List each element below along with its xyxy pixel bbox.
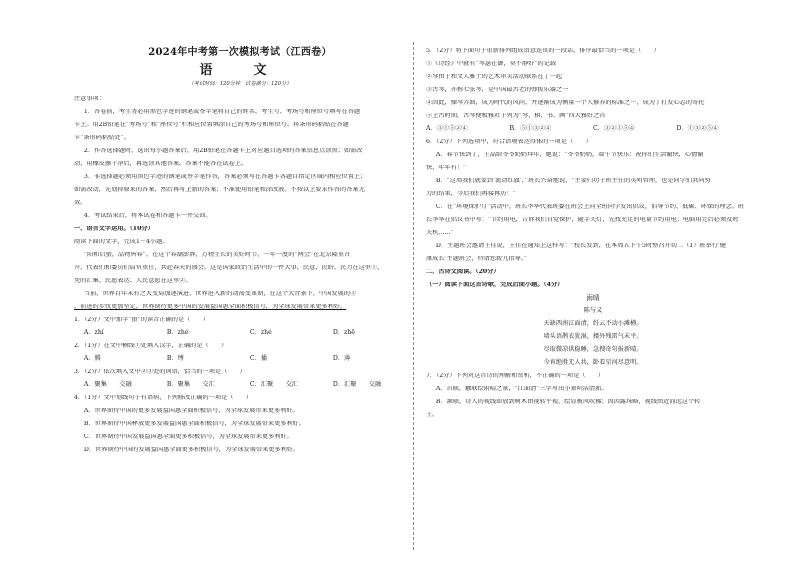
option-d[interactable]: D．zhē [332, 329, 355, 337]
option-b[interactable]: B．缚 [166, 355, 184, 363]
question-6-option-c-cont: 长李华在倡议书中写：“节约用电，告诉我们自觉保护，随手关灯，先找充足的电量节约用电；电脑用完后必须及时 [426, 217, 739, 223]
section-intro: 阅读下面的文字，完成1－4小题。 [74, 239, 169, 246]
question-6-option-d-cont: 康成长’主题班会，特请您拨冗指导。” [426, 256, 528, 262]
question-6-option-a[interactable]: A．春节快到了，王晶给爷爷奶奶拜年，她说：“爷爷奶奶，端午节快乐！祝你们生活愉快，心情愉 [435, 152, 704, 158]
poem-line: 尽取微凉供稳睡，急搜奇句报新晴。 [543, 346, 643, 354]
question-7-stem: 7．（2分）下列对这首诗的理解和赏析，不正确的一项是（ ） [426, 373, 605, 380]
option-d[interactable]: D．①③②⑤④ [676, 125, 719, 132]
passage-line: 凭的汇集、民愿表达、人民意愿在这里②。 [74, 278, 192, 285]
option-a[interactable]: A．腾 [83, 355, 101, 363]
question-6-option-c-cont: 关机……” [426, 230, 454, 236]
exam-meta: （考试时间：120分钟 试卷满分：120分） [188, 81, 292, 87]
left-column [74, 48, 406, 460]
question-1-stem: 1．（2分）文中加字“蛰”的读音正确的是（ ） [74, 317, 209, 324]
passage-line: 当前，世界百年未有之大变局加速演进，世界进入新的动荡变革期，在这个大背景下，中国发展的③ [83, 291, 357, 298]
question-7-option-a[interactable]: A．首联，触联绘雨晴之景，“江面清”三字写出小景明洁清新。 [435, 386, 608, 393]
section-heading: 一、语言文字运用。（10分） [74, 226, 154, 233]
notice-line: 2．作答选择题时，选出每小题答案后，用2B铅笔在答题卡上对应题目选项的答案信息点涂黑；如需改 [83, 148, 363, 155]
option-d[interactable]: D．薄 [332, 355, 351, 363]
question-3-options [74, 382, 406, 388]
question-5-sentence: ②琴由于和文人雅士的艺术审美活动联系在了一起 [426, 74, 563, 80]
question-5-sentence: ①《诗经》中就有“琴瑟在御，莫不静好”的记载 [426, 61, 557, 67]
question-5-options [426, 126, 760, 132]
question-6-option-c[interactable]: C．在“环境保护月”活动中，班长李华代表班委在班会上向全班同学发出倡议，倡导节约、低碳、环保的理念。班 [435, 204, 744, 210]
question-6-stem: 6．（2分）下列选项中，符合语境表达得体的一项是（ ） [426, 139, 592, 145]
option-c[interactable]: C．③②①⑤④ [593, 125, 635, 132]
poem-line: 天缺西南江面清，纤云不动小滩横。 [543, 320, 643, 328]
option-b[interactable]: B．⑤①③②④ [509, 125, 552, 132]
question-1-options [74, 330, 406, 336]
poem-line: 今宵绝胜无人共，卧看星河尽意明。 [543, 359, 643, 367]
subject-title: 语 文 [199, 63, 281, 78]
notice-heading: 注意事项： [74, 96, 105, 103]
notice-line: 动，用橡皮擦干净后，再选涂其他答案。答案不能答在试卷上。 [74, 161, 248, 168]
question-6-option-b[interactable]: B．“这周我们就要到‘流动红旗’，”班长兴奋地说，“主要归功于班主任的英明管理，也是同学们共同努 [435, 178, 711, 184]
question-4-option-b[interactable]: B．世界期待中国释放更多发展益国惠全面积极信号，为全球发展带来更多利好。 [83, 421, 306, 428]
option-a[interactable]: A．聚集 交融 [83, 381, 132, 389]
notice-line: 如需改动，先划掉原来的答案，然后再写上新的答案；不准使用铅笔和涂改液。不按以上要求作答的答案无 [74, 187, 365, 194]
question-5-sentence: ④因此，操琴弄曲，成为时代的风尚，并逐渐成为衡量一个人修养的标准之一，成为了打发心志的寄托 [426, 100, 705, 106]
option-b[interactable]: B．zhé [166, 329, 189, 337]
question-2-options [74, 356, 406, 362]
option-c[interactable]: C．播 [249, 355, 268, 363]
question-6-option-b-cont: 力的结果，今后我们再接再厉！” [426, 191, 516, 197]
question-5-sentence: ⑤上古时期，古琴便极雅君子列为“琴、棋、书、画”四大雅好之首 [426, 113, 606, 119]
option-a[interactable]: A．③①⑤②④ [426, 125, 468, 132]
poem-author: 陈与义 [583, 307, 603, 315]
passage-line: “阳和启蛰，品物皆春”。在这个春潮澎湃，万物生长的美好时节，一年一度的“两会”在北京隆重召 [83, 252, 351, 259]
notice-line: 效。 [74, 200, 87, 207]
notice-line: 3．非选择题必须用黑色字迹的钢笔或签字笔作答，答案必须写在答题卡各题目指定区域内相应位置上； [83, 174, 367, 181]
question-5-sentence: ③古琴，亦称七弦琴，是中国最古老的弹拨乐器之一 [426, 87, 569, 93]
subsection-heading: （一）阅读下面这首诗歌，完成后面小题。（4分） [426, 282, 564, 288]
option-b[interactable]: B．聚集 交汇 [166, 381, 215, 389]
question-7-option-b[interactable]: B．颔联，诗人的视线即放到树木由视转平视，绘显被风吹拂；因因露珠略，视线由近而远这个转 [435, 399, 701, 406]
question-4-option-c[interactable]: C．世界期待中国发展益国惠全面更多积极信号，为全球发展带来更多利好。 [83, 434, 293, 441]
notice-line: 卡上。用2B铅笔在“考场号”和“座位号”栏相应位置填涂自己的考场号和座位号。将条形码粘贴在答题 [74, 122, 349, 129]
question-4-option-a[interactable]: A．世界期待中国的更多发展益国惠全面积极信号，为全球发展带来更多利好。 [83, 408, 299, 415]
option-c[interactable]: C．zhé [249, 329, 272, 337]
question-7-option-b-cont: 王。 [426, 412, 439, 419]
notice-line: 1．答卷前，考生务必用黑色字迹的钢笔或签字笔将自己的姓名、考生号、考场号和座位号填写在答题 [83, 109, 361, 116]
section-heading: 二、古诗文阅读。（20分） [426, 269, 500, 275]
question-4-stem: 4．（1分）文中划线句子有语病，下列修改正确的一项是（ ） [74, 395, 253, 402]
column-divider [413, 42, 414, 550]
option-d[interactable]: D．汇聚 交融 [332, 381, 382, 389]
question-5-stem: 5．（2分）将下面句子重新排列组成语意连贯的一段话，排序最恰当的一项是（ ） [426, 48, 660, 54]
question-2-stem: 2．（1分）在文中横线①处填入汉字，正确的是（ ） [74, 343, 228, 350]
question-3-stem: 3．（2分）依次填入文中②③处的词语，恰当的一项是（ ） [74, 369, 246, 376]
poem-line: 墙头语鹊衣犹湿，楼外残雷气未平。 [543, 333, 643, 341]
exam-title: 2024年中考第一次模拟考试（江西卷） [148, 47, 332, 58]
passage-line: 开，代表们和委员们肩负重任，共赴春天的盛会。这是国家政治生活中的一件大事，民意、民盼、民力在这里①， [74, 265, 384, 272]
option-c[interactable]: C．汇聚 交汇 [249, 381, 298, 389]
notice-line: 4．考试结束后，将本试卷和答题卡一并交回。 [83, 213, 212, 220]
option-a[interactable]: A．zhí [83, 329, 104, 337]
question-4-option-d[interactable]: D．世界期待中国的发展益国惠全面更多积极信号，为全球发展带来更多利好。 [83, 447, 300, 454]
right-column [426, 48, 760, 425]
question-6-option-d[interactable]: D．主题班会邀请王佳说，王佳在通知上这样写：“校长发到，在本周五下午5时整召开切二（1）班举行‘健 [435, 243, 727, 249]
notice-line: 卡“条形码粘贴处”。 [74, 135, 130, 142]
question-6-option-a-cont: 快，年年有！” [426, 165, 467, 171]
poem-title: 雨晴 [586, 294, 600, 302]
passage-underlined-line: ，前进的步伐更加坚定，世界期待更多中国的发展益国惠全面积极信号，为全球发展带来更多利好。 [74, 304, 347, 311]
